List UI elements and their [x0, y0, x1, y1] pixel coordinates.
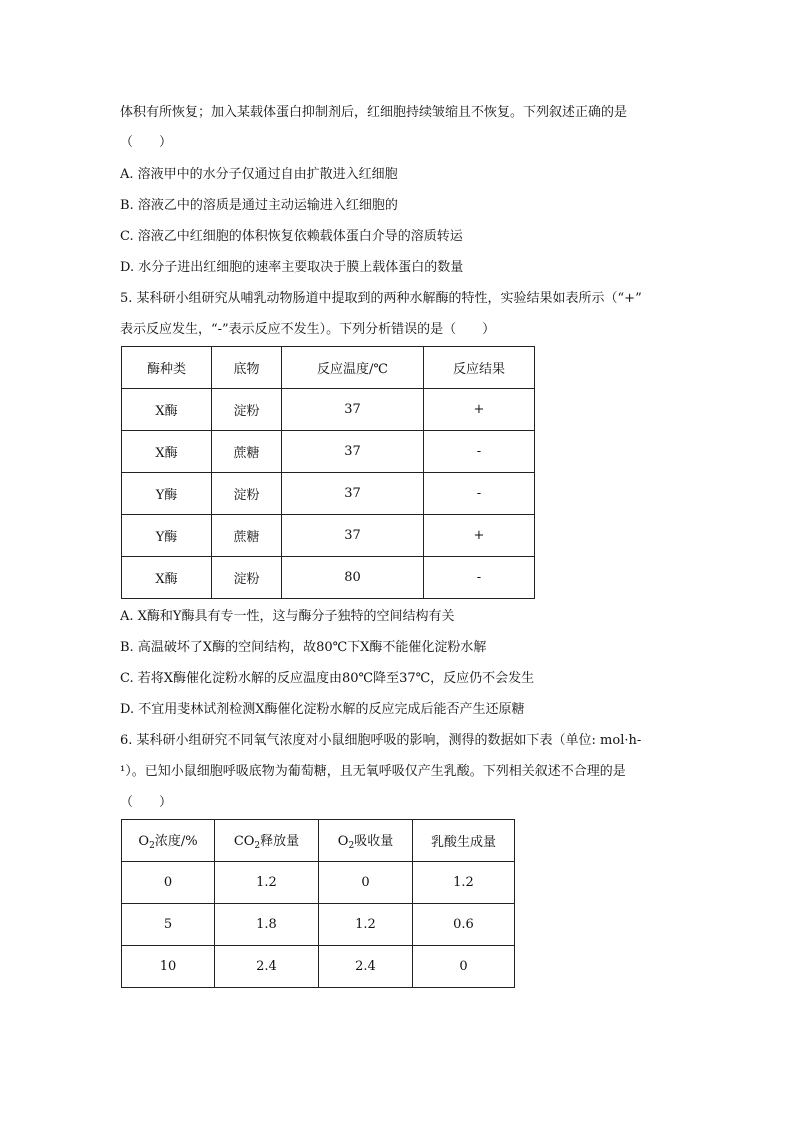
table-cell: 蔗糖 [212, 431, 282, 473]
table-cell: 蔗糖 [212, 515, 282, 557]
table-cell: - [424, 557, 535, 599]
table-cell: 1.2 [319, 904, 413, 946]
table-cell: 0 [413, 946, 515, 988]
table-cell: 80 [282, 557, 424, 599]
header-cell-o2-absorption: $O_2$吸收量 [319, 820, 413, 862]
header-cell: 酶种类 [122, 347, 212, 389]
header-cell-lactate: 乳酸生成量 [413, 820, 515, 862]
table-cell: Y酶 [122, 473, 212, 515]
table-cell: X酶 [122, 389, 212, 431]
table-cell: 0.6 [413, 904, 515, 946]
table-cell: 1.2 [215, 862, 319, 904]
q5-stem-line-2: 表示反应发生，“-”表示反应不发生）。下列分析错误的是（ ） [120, 322, 496, 337]
table-row [122, 557, 535, 599]
header-cell: 反应温度/℃ [282, 347, 424, 389]
table-cell: 37 [282, 389, 424, 431]
table-cell: 10 [122, 946, 215, 988]
q5-option-d: D. 不宜用斐林试剂检测X酶催化淀粉水解的反应完成后能否产生还原糖 [120, 702, 525, 717]
table-cell: 5 [122, 904, 215, 946]
table-cell: 2.4 [215, 946, 319, 988]
table-cell: - [424, 473, 535, 515]
table-row [122, 862, 515, 904]
intro-line-1: 体积有所恢复；加入某载体蛋白抑制剂后，红细胞持续皱缩且不恢复。下列叙述正确的是 [120, 105, 628, 120]
q4-option-a: A. 溶液甲中的水分子仅通过自由扩散进入红细胞 [120, 167, 398, 182]
q5-stem-line-1: 5. 某科研小组研究从哺乳动物肠道中提取到的两种水解酶的特性，实验结果如表所示（“+” [120, 291, 642, 306]
table-cell: 1.2 [413, 862, 515, 904]
table-cell: X酶 [122, 431, 212, 473]
header-cell: 反应结果 [424, 347, 535, 389]
respiration-table [121, 819, 515, 988]
enzyme-table [121, 346, 535, 599]
intro-answer-paren: （ ） [120, 135, 173, 150]
q4-option-b: B. 溶液乙中的溶质是通过主动运输进入红细胞的 [120, 198, 398, 213]
table-cell: X酶 [122, 557, 212, 599]
header-cell-o2-concentration: $O_2$浓度/% [122, 820, 215, 862]
table-header-row [122, 820, 515, 862]
table-cell: 0 [122, 862, 215, 904]
q6-stem-line-2: ¹）。已知小鼠细胞呼吸底物为葡萄糖，且无氧呼吸仅产生乳酸。下列相关叙述不合理的是 [120, 764, 626, 779]
table-row [122, 389, 535, 431]
table-row [122, 904, 515, 946]
table-cell: 淀粉 [212, 557, 282, 599]
q6-answer-paren: （ ） [120, 795, 173, 810]
table-cell: 37 [282, 515, 424, 557]
table-header-row [122, 347, 535, 389]
table-row [122, 473, 535, 515]
q6-stem-line-1: 6. 某科研小组研究不同氧气浓度对小鼠细胞呼吸的影响，测得的数据如下表（单位: mol·h- [120, 733, 642, 748]
q4-option-c: C. 溶液乙中红细胞的体积恢复依赖载体蛋白介导的溶质转运 [120, 229, 463, 244]
q5-option-b: B. 高温破坏了X酶的空间结构，故80℃下X酶不能催化淀粉水解 [120, 640, 487, 655]
q5-option-c: C. 若将X酶催化淀粉水解的反应温度由80℃降至37℃，反应仍不会发生 [120, 671, 535, 686]
table-row [122, 515, 535, 557]
table-cell: - [424, 431, 535, 473]
table-cell: 2.4 [319, 946, 413, 988]
table-cell: 37 [282, 473, 424, 515]
table-cell: 37 [282, 431, 424, 473]
q4-option-d: D. 水分子进出红细胞的速率主要取决于膜上载体蛋白的数量 [120, 260, 464, 275]
table-cell: 0 [319, 862, 413, 904]
table-row [122, 946, 515, 988]
q5-option-a: A. X酶和Y酶具有专一性，这与酶分子独特的空间结构有关 [120, 609, 455, 624]
header-cell: 底物 [212, 347, 282, 389]
table-cell: 1.8 [215, 904, 319, 946]
table-cell: + [424, 389, 535, 431]
table-cell: 淀粉 [212, 473, 282, 515]
header-cell-co2-release: $CO_2$释放量 [215, 820, 319, 862]
table-cell: Y酶 [122, 515, 212, 557]
table-cell: + [424, 515, 535, 557]
table-cell: 淀粉 [212, 389, 282, 431]
table-row [122, 431, 535, 473]
